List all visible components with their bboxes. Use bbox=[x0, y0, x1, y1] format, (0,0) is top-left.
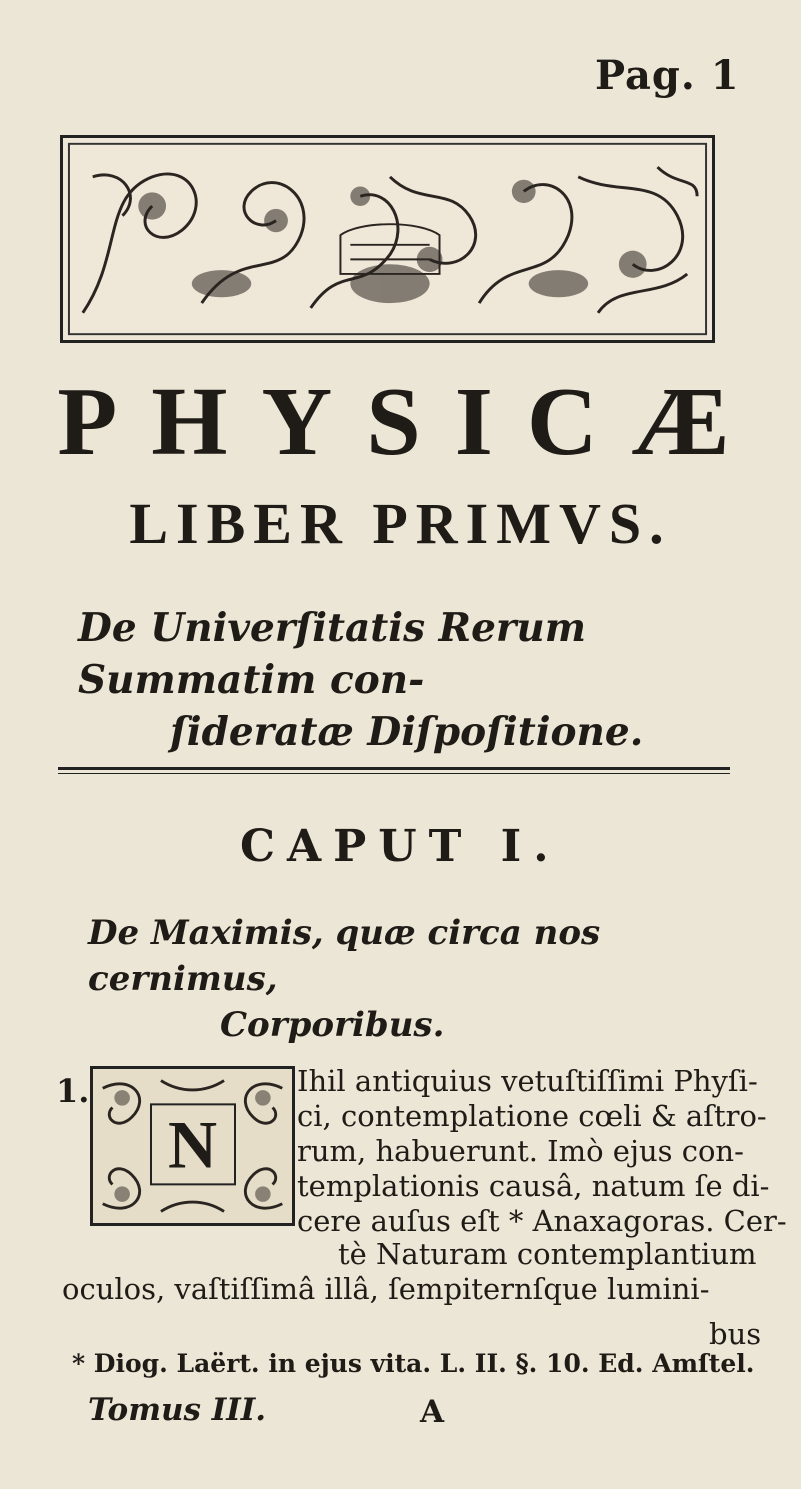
text-line: oculos, vaſtiſſimâ illâ, ſempiternſque lumini- bbox=[62, 1272, 710, 1306]
decorated-initial bbox=[90, 1066, 295, 1226]
paragraph-block bbox=[297, 1064, 787, 1239]
footnote: * Diog. Laërt. in ejus vita. L. II. §. 10. Ed. Amſtel. bbox=[72, 1349, 755, 1378]
paragraph-continuation bbox=[62, 1237, 782, 1307]
subtitle-line-1: De Univerſitatis Rerum Summatim con- bbox=[78, 605, 587, 703]
volume-label: Tomus III. bbox=[88, 1392, 267, 1428]
book-heading: LIBER PRIMVS. bbox=[129, 491, 672, 556]
foliage-ornament-icon bbox=[63, 138, 712, 340]
chapter-heading: CAPUT I. bbox=[240, 821, 561, 872]
book-title: PHYSICÆ bbox=[57, 368, 764, 476]
text-line: rum, habuerunt. Imò ejus con- bbox=[297, 1134, 744, 1168]
page-number: Pag. 1 bbox=[595, 52, 740, 99]
catchword: bus bbox=[709, 1317, 762, 1351]
divider-rule-thin bbox=[58, 773, 730, 774]
text-line: cere auſus eſt * Anaxagoras. Cer- bbox=[297, 1204, 787, 1238]
book-subtitle bbox=[78, 602, 738, 758]
text-line: ci, contemplatione cœli & aſtro- bbox=[297, 1099, 767, 1133]
signature-mark: A bbox=[420, 1394, 445, 1430]
divider-rule bbox=[58, 767, 730, 770]
text-line: Ihil antiquius vetuſtiſſimi Phyſi- bbox=[297, 1064, 758, 1098]
chapter-title-line-2: Corporibus. bbox=[220, 1005, 445, 1045]
section-number: 1. bbox=[56, 1072, 90, 1110]
subtitle-line-2: ſideratæ Diſpoſitione. bbox=[170, 709, 644, 755]
chapter-title bbox=[88, 910, 728, 1048]
text-line: templationis causâ, natum ſe di- bbox=[297, 1169, 770, 1203]
initial-letter: N bbox=[150, 1103, 236, 1185]
headpiece-ornament bbox=[60, 135, 715, 343]
chapter-title-line-1: De Maximis, quæ circa nos cernimus, bbox=[88, 913, 601, 999]
text-line: tè Naturam contemplantium bbox=[338, 1237, 757, 1271]
